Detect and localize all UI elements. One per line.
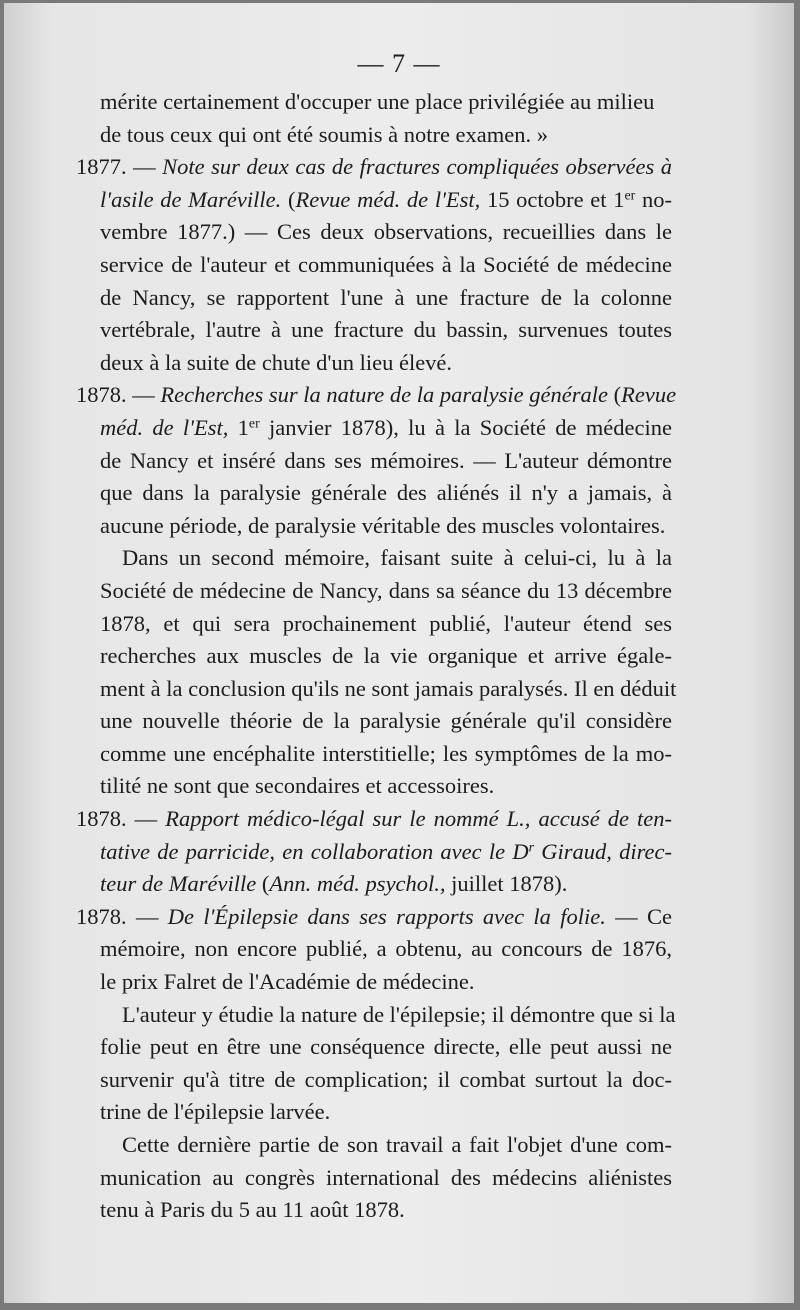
text-line: folie peut en être une conséquence directe, elle peut aussi ne [100,1034,672,1060]
text-run: janvier 1878), lu à la Société de médecine [259,414,672,440]
text-line: survenir qu'à titre de complication; il combat surtout la doc- [100,1066,672,1092]
text-line: 1878, et qui sera prochainement publié, l'auteur étend ses [100,610,672,636]
superscript: r [528,839,535,855]
text-run: 1878. — [76,806,166,832]
text-line: munication au congrès international des médecins aliénistes [100,1164,672,1190]
text-line: vembre 1877.) — Ces deux observations, recueillies dans le [100,219,672,245]
text-line [76,803,672,836]
text-line: de Nancy et inséré dans ses mémoires. — L'auteur démontre [100,447,672,473]
text-line [76,379,677,412]
superscript: er [624,188,636,204]
text-line: recherches aux muscles de la vie organique et arrive égale- [100,643,672,669]
text-line: ment à la conclusion qu'ils ne sont jamais paralysés. Il en déduit [100,675,677,701]
text-run: ( [607,382,622,408]
text-run: 1877. — [76,154,163,180]
text-run: 15 octobre et 1 [480,186,625,212]
text-line: service de l'auteur et communiquées à la Société de médecine [100,251,672,277]
italic-run: méd. de l'Est, [100,414,229,440]
text-run: juillet 1878). [445,871,568,897]
text-line: Cette dernière partie de son travail a fait l'objet d'une com- [122,1132,672,1157]
superscript: er [248,416,260,432]
text-line [100,868,672,901]
text-line: une nouvelle théorie de la paralysie générale qu'il considère [100,708,672,734]
text-line: comme une encéphalite interstitielle; les symptômes de la mo- [100,740,672,766]
italic-run: Giraud, direc- [534,838,672,864]
text-line [76,151,672,184]
text-line: trine de l'épilepsie larvée. [100,1099,331,1125]
italic-run: teur de Maréville [100,871,257,897]
text-run: 1878. — [76,903,168,929]
text-run: ( [281,186,296,212]
text-line: tenu à Paris du 5 au 11 août 1878. [100,1197,405,1223]
text-line: L'auteur y étudie la nature de l'épilepsie; il démontre que si la [122,1001,676,1027]
text-run: 1878. — [76,382,161,408]
italic-run: tative de parricide, en collaboration avec le D [100,838,529,864]
text-line: Société de médecine de Nancy, dans sa séance du 13 décembre [100,577,672,603]
text-run: ( [256,871,270,897]
italic-run: De l'Épilepsie dans ses rapports avec la folie. [167,903,606,929]
text-line [100,184,672,217]
text-line: tilité ne sont que secondaires et accessoires. [100,773,495,799]
text-line: aucune période, de paralysie véritable des muscles volontaires. [100,512,666,538]
italic-run: Revue méd. de l'Est, [295,186,481,212]
text-line: deux à la suite de chute d'un lieu élevé. [100,349,453,375]
text-line: que dans la paralysie générale des aliénés il n'y a jamais, à [100,480,672,506]
text-run: 1 [228,414,249,440]
text-run: — Ce [605,903,672,929]
text-line: de Nancy, se rapportent l'une à une fracture de la colonne [100,284,672,310]
italic-run: Ann. méd. psychol., [269,871,446,897]
italic-run: Revue [621,382,677,408]
text-line [76,901,672,934]
italic-run: l'asile de Maréville. [100,186,282,212]
text-line: mérite certainement d'occuper une place privilégiée au milieu [100,89,655,114]
italic-run: Note sur deux cas de fractures compliquées observées à [162,154,672,180]
text-line [100,412,672,445]
text-line: le prix Falret de l'Académie de médecine. [100,969,475,995]
text-line: Dans un second mémoire, faisant suite à celui-ci, lu à la [122,545,672,571]
page-number: — 7 — [357,49,441,78]
book-page [4,3,794,1303]
text-line: vertébrale, l'autre à une fracture du bassin, survenues toutes [100,317,672,343]
text-line [100,836,672,869]
body-text [4,86,794,1227]
text-line: mémoire, non encore publié, a obtenu, au concours de 1876, [100,936,672,962]
italic-run: Rapport médico-légal sur le nommé L., accusé de ten- [165,806,673,832]
text-line: de tous ceux qui ont été soumis à notre examen. » [100,121,549,147]
text-run: no- [635,186,672,212]
italic-run: Recherches sur la nature de la paralysie générale [160,382,608,408]
